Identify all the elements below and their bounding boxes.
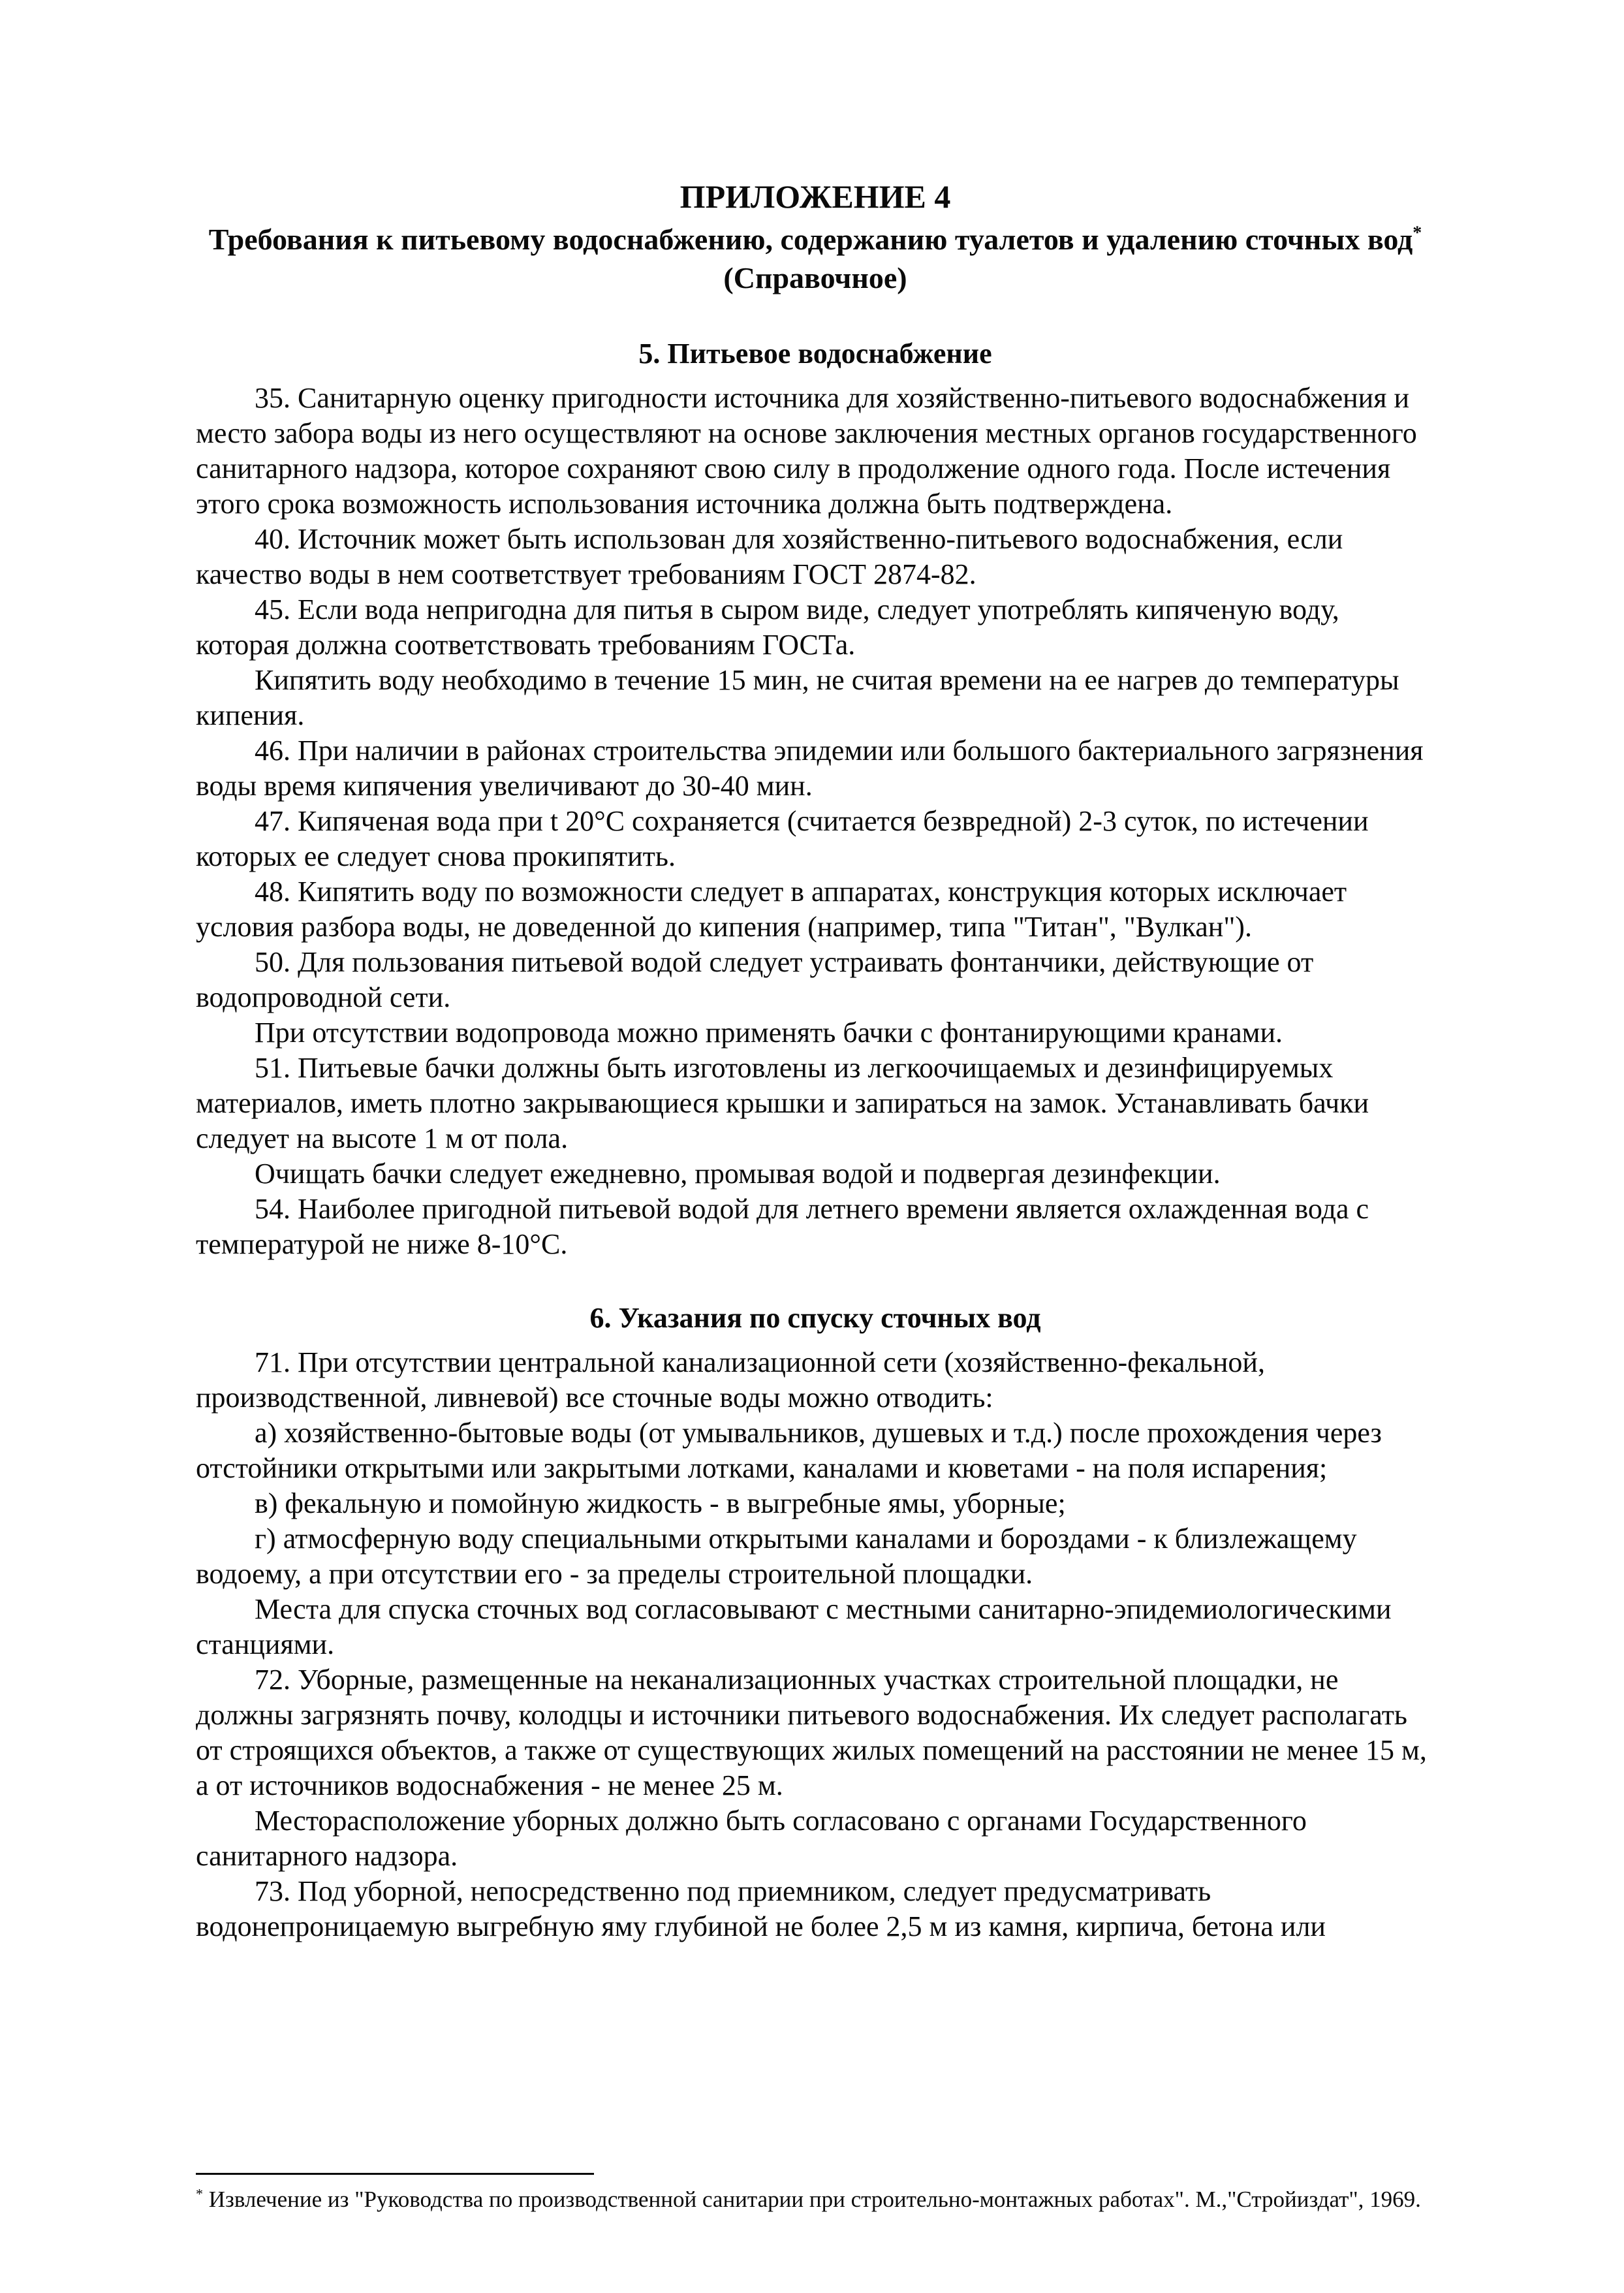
paragraph-45: 45. Если вода непригодна для питья в сыром виде, следует употреблять кипяченую воду, которая должна соответствовать требованиям ГОСТа.: [196, 593, 1339, 661]
page-title: ПРИЛОЖЕНИЕ 4: [679, 178, 951, 215]
paragraph-71v: в) фекальную и помойную жидкость - в выгребные ямы, уборные;: [255, 1487, 1066, 1520]
paragraph-40: 40. Источник может быть использован для хозяйственно-питьевого водоснабжения, если качество воды в нем соответствует требованиям ГОСТ 2874-82.: [196, 523, 1343, 591]
paragraph-51: 51. Питьевые бачки должны быть изготовлены из легкоочищаемых и дезинфицируемых материалов, иметь плотно закрывающиеся крышки и запираться на замок. Устанавливать бачки следует на высоте 1 м от пола.: [196, 1052, 1369, 1155]
paragraph-boiling: Кипятить воду необходимо в течение 15 мин, не считая времени на ее нагрев до температуры кипения.: [196, 664, 1399, 732]
paragraph-35: 35. Санитарную оценку пригодности источника для хозяйственно-питьевого водоснабжения и место забора воды из него осуществляют на основе заключения местных органов государственного санитарного надзора, которое сохраняют свою силу в продолжение одного года. После истечения этого срока возможность использования источника должна быть подтверждена.: [196, 382, 1417, 520]
page-subtitle: [196, 220, 1435, 298]
subtitle-suffix: (Справочное): [723, 261, 907, 295]
paragraph-48: 48. Кипятить воду по возможности следует в аппаратах, конструкция которых исключает условия разбора воды, не доведенной до кипения (например, типа "Титан", "Вулкан").: [196, 876, 1347, 943]
paragraph-47: 47. Кипяченая вода при t 20°С сохраняется (считается безвредной) 2-3 суток, по истечении которых ее следует снова прокипятить.: [196, 805, 1369, 873]
footnote-text: [196, 2184, 1435, 2215]
paragraph-73: 73. Под уборной, непосредственно под приемником, следует предусматривать водонепроницаемую выгребную яму глубиной не более 2,5 м из камня, кирпича, бетона или: [196, 1875, 1326, 1943]
paragraph-54: 54. Наиболее пригодной питьевой водой для летнего времени является охлажденная вода с температурой не ниже 8-10°С.: [196, 1193, 1369, 1261]
paragraph-71: 71. При отсутствии центральной канализационной сети (хозяйственно-фекальной, производственной, ливневой) все сточные воды можно отводить:: [196, 1346, 1265, 1414]
paragraph-discharge-sites: Места для спуска сточных вод согласовывают с местными санитарно-эпидемиологическими станциями.: [196, 1593, 1392, 1661]
paragraph-46: 46. При наличии в районах строительства эпидемии или большого бактериального загрязнения воды время кипячения увеличивают до 30-40 мин.: [196, 735, 1424, 802]
footnote-body: Извлечение из "Руководства по производственной санитарии при строительно-монтажных работах". М.,"Стройиздат", 1969.: [208, 2186, 1421, 2212]
paragraph-fountain-tanks: При отсутствии водопровода можно применять бачки с фонтанирующими кранами.: [255, 1017, 1283, 1049]
section-heading-wastewater: 6. Указания по спуску сточных вод: [589, 1302, 1041, 1335]
footnote-reference-marker: *: [1413, 223, 1422, 244]
footnote-rule: [196, 2173, 594, 2175]
paragraph-latrine-location: Месторасположение уборных должно быть согласовано с органами Государственного санитарного надзора.: [196, 1805, 1307, 1873]
paragraph-71g: г) атмосферную воду специальными открытыми каналами и бороздами - к близлежащему водоему, а при отсутствии его - за пределы строительной площадки.: [196, 1523, 1357, 1590]
footnote-area: [196, 2147, 1435, 2215]
section-heading-drinking-water: 5. Питьевое водоснабжение: [638, 338, 992, 370]
paragraph-71a: а) хозяйственно-бытовые воды (от умывальников, душевых и т.д.) после прохождения через отстойники открытыми или закрытыми лотками, каналами и кюветами - на поля испарения;: [196, 1417, 1382, 1485]
subtitle-text: Требования к питьевому водоснабжению, содержанию туалетов и удалению сточных вод: [208, 222, 1413, 256]
paragraph-tank-cleaning: Очищать бачки следует ежедневно, промывая водой и подвергая дезинфекции.: [255, 1158, 1221, 1190]
paragraph-72: 72. Уборные, размещенные на неканализационных участках строительной площадки, не должны загрязнять почву, колодцы и источники питьевого водоснабжения. Их следует располагать от строящихся объектов, а также от существующих жилых помещений на расстоянии не менее 15 м, а от источников водоснабжения - не менее 25 м.: [196, 1664, 1427, 1802]
footnote-marker: *: [196, 2185, 203, 2202]
paragraph-50: 50. Для пользования питьевой водой следует устраивать фонтанчики, действующие от водопроводной сети.: [196, 946, 1314, 1014]
